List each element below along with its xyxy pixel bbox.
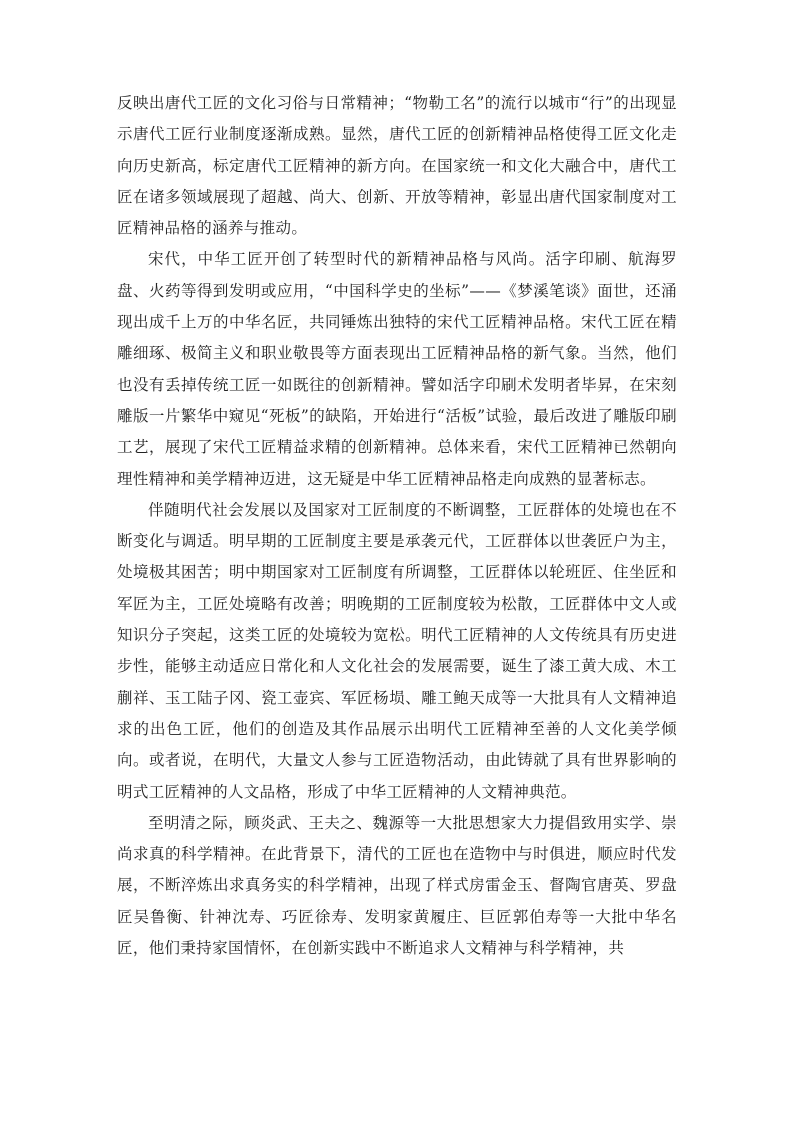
paragraph-ming: 伴随明代社会发展以及国家对工匠制度的不断调整，工匠群体的处境也在不断变化与调适。明早期的工匠制度主要是承袭元代，工匠群体以世袭匠户为主，处境极其困苦；明中期国家对工匠制度有所调整，工匠群体以轮班匠、住坐匠和军匠为主，工匠处境略有改善；明晚期的工匠制度较为松散，工匠群体中文人或知识分子突起，这类工匠的处境较为宽松。明代工匠精神的人文传统具有历史进步性，能够主动适应日常化和人文化社会的发展需要，诞生了漆工黄大成、木工蒯祥、玉工陆子冈、瓷工壶宾、军匠杨埙、雕工鲍天成等一大批具有人文精神追求的出色工匠，他们的创造及其作品展示出明代工匠精神至善的人文化美学倾向。或者说，在明代，大量文人参与工匠造物活动，由此铸就了具有世界影响的明式工匠精神的人文品格，形成了中华工匠精神的人文精神典范。	[117, 500, 677, 801]
paragraph-song: 宋代，中华工匠开创了转型时代的新精神品格与风尚。活字印刷、航海罗盘、火药等得到发明或应用，“中国科学史的坐标”——《梦溪笔谈》面世，还涌现出成千上万的中华名匠，共同锤炼出独特的宋代工匠精神品格。宋代工匠在精雕细琢、极简主义和职业敬畏等方面表现出工匠精神品格的新气象。当然，他们也没有丢掉传统工匠一如既往的创新精神。譬如活字印刷术发明者毕昇，在宋刻雕版一片繁华中窥见“死板”的缺陷，开始进行“活板”试验，最后改进了雕版印刷工艺，展现了宋代工匠精益求精的创新精神。总体来看，宋代工匠精神已然朝向理性精神和美学精神迈进，这无疑是中华工匠精神品格走向成熟的显著标志。	[117, 250, 677, 488]
document-page	[117, 88, 677, 964]
paragraph-tang-continuation: 反映出唐代工匠的文化习俗与日常精神；“物勒工名”的流行以城市“行”的出现显示唐代工匠行业制度逐渐成熟。显然，唐代工匠的创新精神品格使得工匠文化走向历史新高，标定唐代工匠精神的新方向。在国家统一和文化大融合中，唐代工匠在诸多领域展现了超越、尚大、创新、开放等精神，彰显出唐代国家制度对工匠精神品格的涵养与推动。	[117, 94, 677, 238]
paragraph-qing: 至明清之际，顾炎武、王夫之、魏源等一大批思想家大力提倡致用实学、崇尚求真的科学精神。在此背景下，清代的工匠也在造物中与时俱进，顺应时代发展，不断淬炼出求真务实的科学精神，出现了样式房雷金玉、督陶官唐英、罗盘匠吴鲁衡、针神沈寿、巧匠徐寿、发明家黄履庄、巨匠郭伯寿等一大批中华名匠，他们秉持家国情怀，在创新实践中不断追求人文精神与科学精神，共	[117, 813, 677, 958]
